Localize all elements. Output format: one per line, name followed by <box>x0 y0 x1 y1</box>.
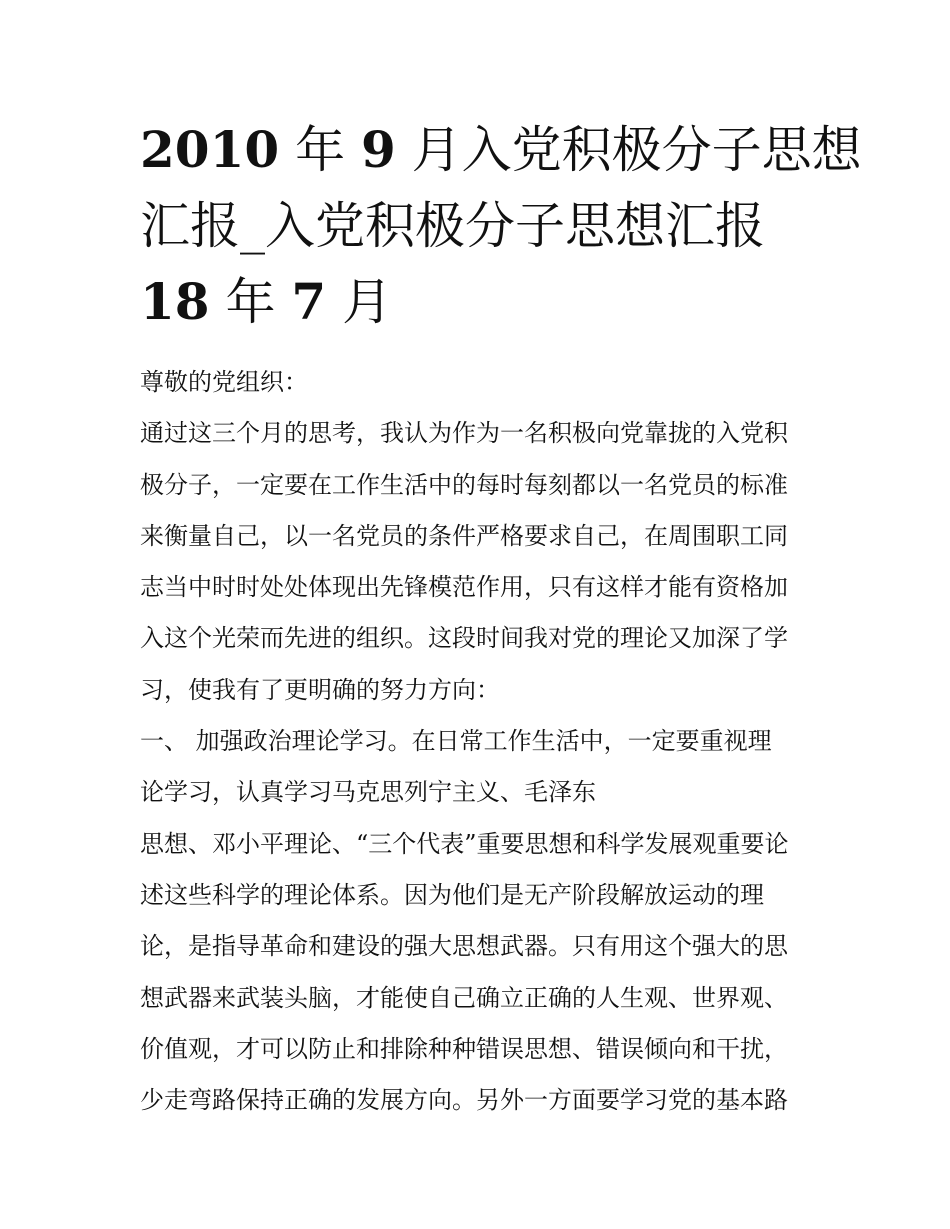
title-segment: 汇报_入党积极分子思想汇报 <box>140 197 765 255</box>
title-line <box>140 112 862 188</box>
title-segment: 月入党积极分子思想 <box>395 121 862 179</box>
title-line <box>140 188 820 264</box>
body-line: 极分子，一定要在工作生活中的每时每刻都以一名党员的标准 <box>140 470 788 499</box>
title-segment: 年 <box>279 121 361 179</box>
body-line: 想武器来武装头脑，才能使自己确立正确的人生观、世界观、 <box>140 983 788 1012</box>
document-body <box>140 357 820 1126</box>
body-line: 通过这三个月的思考，我认为作为一名积极向党靠拢的入党积 <box>140 419 788 448</box>
salutation-line: 尊敬的党组织： <box>140 368 308 396</box>
body-line: 入这个光荣而先进的组织。这段时间我对党的理论又加深了学 <box>140 624 788 653</box>
body-line: 少走弯路保持正确的发展方向。另外一方面要学习党的基本路 <box>140 1086 788 1115</box>
title-segment: 9 <box>360 120 396 179</box>
title-line <box>140 264 820 340</box>
body-line: 思想、邓小平理论、“三个代表”重要思想和科学发展观重要论 <box>140 829 789 858</box>
body-line: 论学习，认真学习马克思列宁主义、毛泽东 <box>140 778 596 807</box>
document-title <box>140 112 862 340</box>
body-line: 价值观，才可以防止和排除种种错误思想、错误倾向和干扰， <box>140 1034 788 1063</box>
body-line: 志当中时时处处体现出先锋模范作用，只有这样才能有资格加 <box>140 573 788 602</box>
body-line: 一、 加强政治理论学习。在日常工作生活中，一定要重视理 <box>140 727 772 756</box>
title-segment: 18 <box>140 272 210 331</box>
body-line: 述这些科学的理论体系。因为他们是无产阶段解放运动的理 <box>140 880 764 909</box>
body-line: 习，使我有了更明确的努力方向： <box>140 675 500 704</box>
title-segment: 年 <box>209 273 292 331</box>
body-line: 论，是指导革命和建设的强大思想武器。只有用这个强大的思 <box>140 932 788 961</box>
title-segment: 2010 <box>140 120 280 179</box>
title-segment: 7 <box>291 272 327 331</box>
title-segment: 月 <box>326 273 393 331</box>
body-line: 来衡量自己，以一名党员的条件严格要求自己，在周围职工同 <box>140 521 788 550</box>
